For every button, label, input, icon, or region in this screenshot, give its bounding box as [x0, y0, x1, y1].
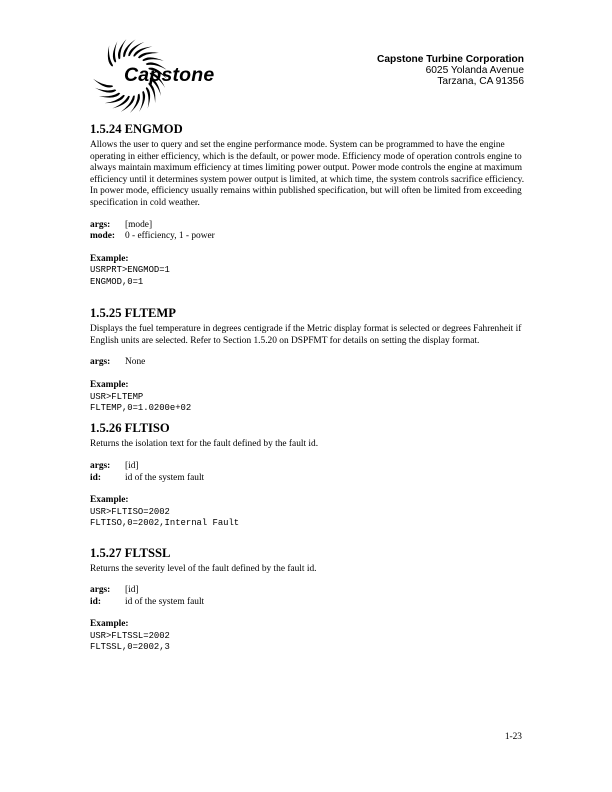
argument-row: [90, 585, 526, 597]
example-line: USR>FLTSSL=2002: [90, 630, 170, 641]
section-fltiso: [90, 421, 526, 529]
argument-list: [90, 585, 526, 608]
argument-value: [id]: [125, 460, 139, 471]
argument-value: [id]: [125, 585, 139, 596]
example-label: Example:: [90, 619, 129, 630]
example-label: Example:: [90, 495, 129, 506]
argument-row: [90, 461, 526, 473]
example-line: USR>FLTISO=2002: [90, 506, 170, 517]
turbine-blade: [95, 88, 116, 93]
company-logo: [86, 30, 246, 116]
turbine-blade: [139, 91, 145, 112]
argument-list: [90, 461, 526, 484]
argument-key: args:: [90, 219, 111, 230]
argument-key: id:: [90, 596, 101, 607]
argument-value: id of the system fault: [125, 472, 205, 483]
section-heading: 1.5.27 FLTSSL: [90, 545, 171, 560]
argument-value: id of the system fault: [125, 596, 205, 607]
turbine-blade: [93, 79, 113, 88]
section-heading: 1.5.25 FLTEMP: [90, 306, 176, 321]
section-heading: 1.5.24 ENGMOD: [90, 122, 183, 136]
address-city: Tarzana, CA 91356: [437, 76, 524, 87]
turbine-blade: [142, 57, 163, 61]
address-street: 6025 Yolanda Avenue: [425, 65, 524, 76]
section-description: Allows the user to query and set the engine performance mode. System can be programmed to have the engine operating in either efficiency, which is the default, or power mode. Efficiency mode of operation controls engine to always maintain maximum efficiency at times limiting power output. Power mode controls the engine at maximum efficiency until it determines system power output is limited, at which time, the system controls sacrifice efficiency. In power mode, efficiency usually remains within published specification, but will often be limited from exceeding specification in cold weather.: [90, 140, 525, 208]
company-address: [377, 54, 524, 87]
turbine-blade: [108, 45, 113, 66]
argument-value: 0 - efficiency, 1 - power: [125, 231, 215, 242]
argument-row: [90, 597, 526, 609]
example-line: FLTSSL,0=2002,3: [90, 642, 170, 653]
argument-key: args:: [90, 585, 111, 596]
argument-key: args:: [90, 357, 111, 368]
turbine-blade: [99, 93, 120, 98]
section-engmod: [90, 122, 526, 288]
example-line: FLTEMP,0=1.0200e+02: [90, 402, 192, 413]
argument-key: id:: [90, 472, 101, 483]
argument-list: [90, 357, 526, 369]
example-line: FLTISO,0=2002,Internal Fault: [90, 518, 240, 529]
section-heading: 1.5.26 FLTISO: [90, 421, 170, 436]
page-number: 1-23: [504, 732, 522, 742]
argument-value: [mode]: [125, 219, 153, 230]
example-label: Example:: [90, 379, 129, 390]
section-description: Returns the severity level of the fault defined by the fault id.: [90, 563, 317, 574]
argument-row: [90, 220, 526, 232]
example-line: ENGMOD,0=1: [90, 276, 144, 287]
turbine-blade: [113, 41, 118, 62]
argument-row: [90, 231, 526, 243]
section-description: Returns the isolation text for the fault defined by the fault id.: [90, 439, 319, 450]
turbine-blade: [138, 52, 159, 58]
company-name: Capstone Turbine Corporation: [377, 54, 524, 65]
argument-row: [90, 473, 526, 485]
argument-value: None: [125, 357, 146, 368]
example-label: Example:: [90, 253, 129, 264]
section-fltemp: [90, 306, 526, 414]
argument-list: [90, 220, 526, 243]
section-fltssl: [90, 546, 526, 654]
section-description: Displays the fuel temperature in degrees centigrade if the Metric display format is selected or degrees Fahrenheit if English units are selected. Refer to Section 1.5.20 on DSPFMT for details on setting the display format.: [90, 324, 522, 346]
document-body: [90, 122, 526, 654]
example-line: USR>FLTEMP: [90, 391, 144, 402]
turbine-blade: [146, 87, 150, 108]
argument-key: mode:: [90, 231, 115, 242]
logo-wordmark: Capstone: [124, 64, 215, 86]
example-line: USRPRT>ENGMOD=1: [90, 265, 170, 276]
argument-row: [90, 357, 526, 369]
argument-key: args:: [90, 460, 111, 471]
